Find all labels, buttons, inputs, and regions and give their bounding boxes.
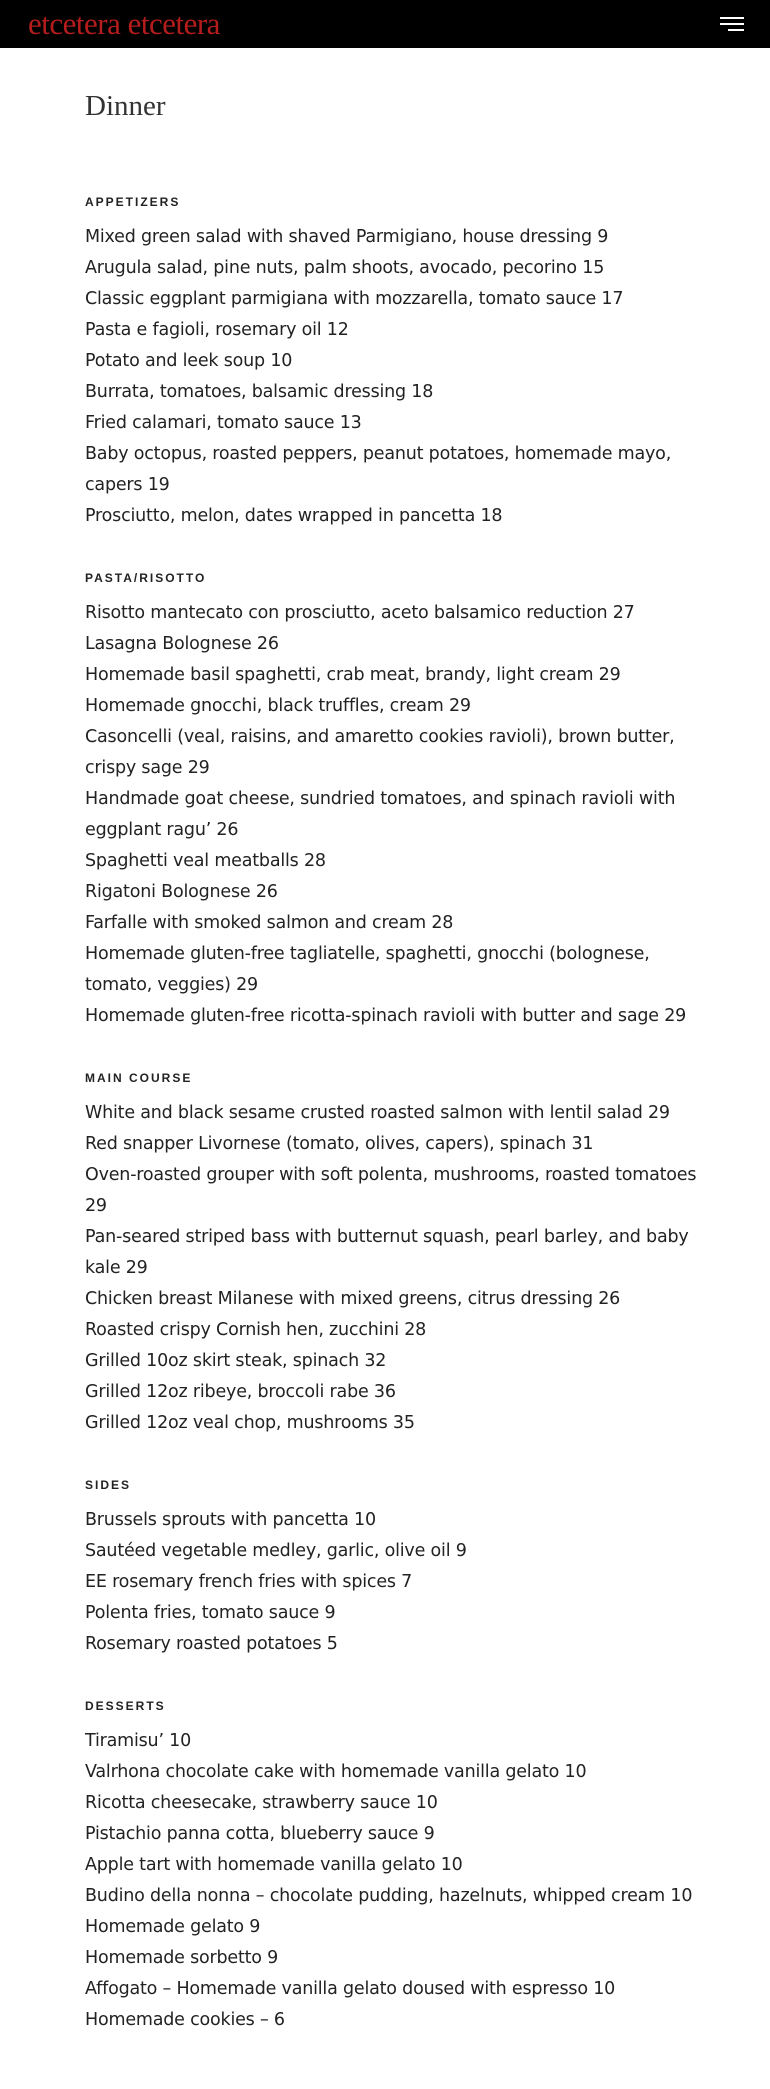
menu-item-list [85, 598, 705, 1032]
menu-item: Apple tart with homemade vanilla gelato 10 [85, 1855, 463, 1875]
menu-item: Mixed green salad with shaved Parmigiano, house dressing 9 [85, 227, 609, 247]
menu-item: Ricotta cheesecake, strawberry sauce 10 [85, 1793, 438, 1813]
section-heading: SIDES [85, 1478, 132, 1492]
menu-item: Lasagna Bolognese 26 [85, 634, 279, 654]
menu-item: Homemade gluten-free ricotta-spinach ravioli with butter and sage 29 [85, 1006, 687, 1026]
page-title: Dinner [85, 90, 166, 122]
menu-item: Fried calamari, tomato sauce 13 [85, 413, 362, 433]
section-heading: PASTA/RISOTTO [85, 571, 207, 585]
section-heading: MAIN COURSE [85, 1071, 193, 1085]
menu-item-list [85, 1098, 705, 1439]
hamburger-menu-icon[interactable] [716, 14, 744, 34]
menu-item: Arugula salad, pine nuts, palm shoots, avocado, pecorino 15 [85, 258, 605, 278]
site-header [0, 0, 770, 48]
menu-item: Homemade sorbetto 9 [85, 1948, 279, 1968]
menu-item-list [85, 1726, 705, 2036]
menu-item-list [85, 1505, 705, 1660]
menu-item: Red snapper Livornese (tomato, olives, capers), spinach 31 [85, 1134, 594, 1154]
menu-item: EE rosemary french fries with spices 7 [85, 1572, 413, 1592]
menu-item: Classic eggplant parmigiana with mozzarella, tomato sauce 17 [85, 289, 624, 309]
menu-bar-bottom [728, 29, 744, 31]
menu-item: Polenta fries, tomato sauce 9 [85, 1603, 336, 1623]
menu-item: Casoncelli (veal, raisins, and amaretto cookies ravioli), brown butter, crispy sage 29 [85, 727, 675, 778]
menu-item: Brussels sprouts with pancetta 10 [85, 1510, 376, 1530]
menu-item: Tiramisu’ 10 [85, 1731, 192, 1751]
menu-bar-top [720, 17, 744, 19]
menu-item: Homemade gelato 9 [85, 1917, 261, 1937]
menu-item: Potato and leek soup 10 [85, 351, 293, 371]
menu-item: Homemade gnocchi, black truffles, cream 29 [85, 696, 471, 716]
menu-item: Burrata, tomatoes, balsamic dressing 18 [85, 382, 434, 402]
menu-section-pasta-risotto [85, 570, 705, 1032]
menu-item: Budino della nonna – chocolate pudding, hazelnuts, whipped cream 10 [85, 1886, 693, 1906]
menu-item: Prosciutto, melon, dates wrapped in pancetta 18 [85, 506, 503, 526]
menu-item-list [85, 222, 705, 532]
menu-item: Pan-seared striped bass with butternut squash, pearl barley, and baby kale 29 [85, 1227, 689, 1278]
menu-item: White and black sesame crusted roasted salmon with lentil salad 29 [85, 1103, 670, 1123]
menu-section-sides [85, 1477, 705, 1660]
menu-item: Valrhona chocolate cake with homemade vanilla gelato 10 [85, 1762, 587, 1782]
menu-item: Oven-roasted grouper with soft polenta, mushrooms, roasted tomatoes 29 [85, 1165, 697, 1216]
section-heading: APPETIZERS [85, 195, 181, 209]
menu-section-desserts [85, 1698, 705, 2036]
menu-item: Grilled 12oz veal chop, mushrooms 35 [85, 1413, 415, 1433]
menu-item: Sautéed vegetable medley, garlic, olive oil 9 [85, 1541, 467, 1561]
menu-item: Pasta e fagioli, rosemary oil 12 [85, 320, 349, 340]
menu-item: Spaghetti veal meatballs 28 [85, 851, 326, 871]
menu-section-main-course [85, 1070, 705, 1439]
menu-item: Rigatoni Bolognese 26 [85, 882, 278, 902]
menu-item: Handmade goat cheese, sundried tomatoes, and spinach ravioli with eggplant ragu’ 26 [85, 789, 676, 840]
menu-bar-middle [720, 23, 744, 25]
menu-item: Pistachio panna cotta, blueberry sauce 9 [85, 1824, 435, 1844]
menu-item: Homemade gluten-free tagliatelle, spaghetti, gnocchi (bolognese, tomato, veggies) 29 [85, 944, 650, 995]
menu-item: Chicken breast Milanese with mixed greens, citrus dressing 26 [85, 1289, 621, 1309]
menu-item: Roasted crispy Cornish hen, zucchini 28 [85, 1320, 427, 1340]
menu-item: Baby octopus, roasted peppers, peanut potatoes, homemade mayo, capers 19 [85, 444, 672, 495]
menu-item: Affogato – Homemade vanilla gelato doused with espresso 10 [85, 1979, 616, 1999]
menu-item: Homemade basil spaghetti, crab meat, brandy, light cream 29 [85, 665, 621, 685]
site-logo[interactable]: etcetera etcetera [28, 6, 220, 41]
menu-item: Farfalle with smoked salmon and cream 28 [85, 913, 454, 933]
menu-item: Risotto mantecato con prosciutto, aceto balsamico reduction 27 [85, 603, 635, 623]
menu-item: Grilled 12oz ribeye, broccoli rabe 36 [85, 1382, 396, 1402]
section-heading: DESSERTS [85, 1699, 166, 1713]
menu-section-appetizers [85, 194, 705, 532]
menu-item: Rosemary roasted potatoes 5 [85, 1634, 338, 1654]
menu-sections [85, 194, 705, 2036]
menu-item: Grilled 10oz skirt steak, spinach 32 [85, 1351, 387, 1371]
menu-content [85, 88, 705, 2036]
menu-item: Homemade cookies – 6 [85, 2010, 285, 2030]
